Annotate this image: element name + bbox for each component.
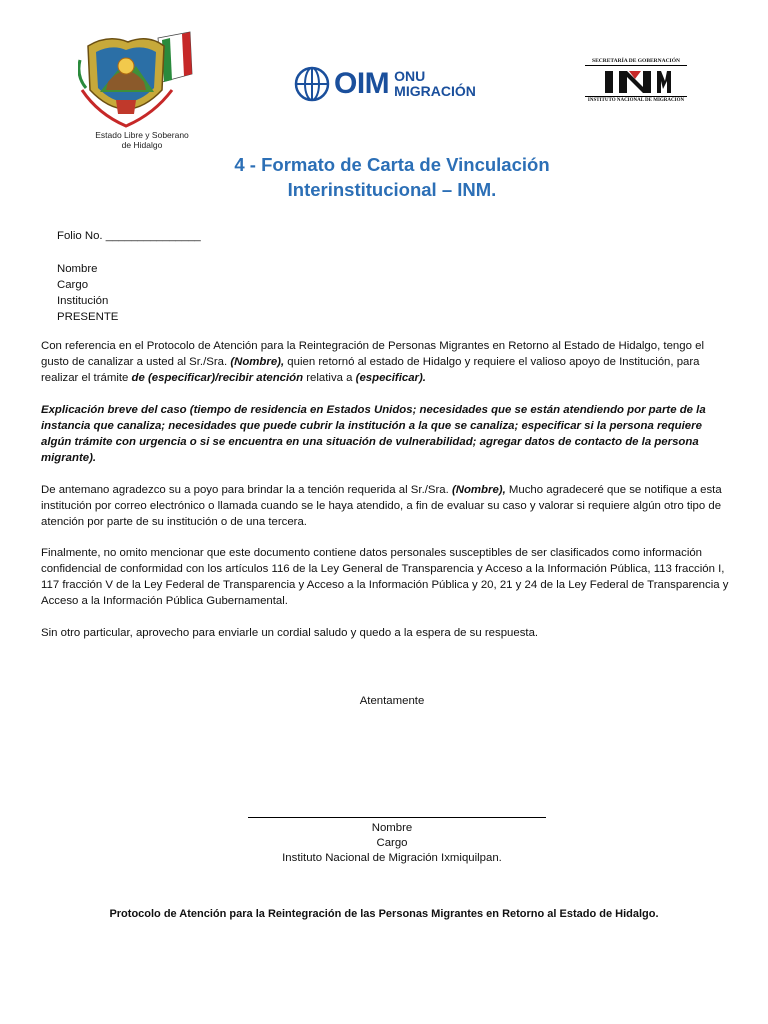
paragraph-gratitude (41, 482, 731, 530)
signer-institution: Instituto Nacional de Migración Ixmiquilpan. (282, 852, 502, 864)
hidalgo-caption-line2: de Hidalgo (121, 140, 163, 150)
inm-mark-icon (601, 67, 671, 95)
inm-top-text: SECRETARÍA DE GOBERNACIÓN (585, 58, 687, 66)
hidalgo-shield-icon (78, 30, 196, 130)
recipient-position: Cargo (57, 279, 89, 291)
inm-mark (585, 66, 687, 96)
hidalgo-caption (72, 130, 212, 150)
p1-procedure-placeholder: de (especificar)/recibir atención (131, 372, 304, 384)
atentamente: Atentamente (359, 695, 425, 707)
paragraph-case-explanation: Explicación breve del caso (tiempo de residencia en Estados Unidos; necesidades que se están atendiendo por parte de la instancia que canaliza; necesidades que puede cubrir la institución a la que se canaliza; especificar si la persona requiere algún trámite con urgencia o si se encuentra en una situación de vulnerabilidad; agregar datos de contacto de la persona migrante). (41, 404, 706, 464)
paragraph-referral (41, 338, 731, 386)
p1-name-placeholder: (Nombre), (230, 356, 285, 368)
oim-subtitle (394, 69, 476, 99)
signer-position: Cargo (376, 837, 408, 849)
oim-sub-line2: MIGRACIÓN (394, 83, 476, 99)
p3-name-placeholder: (Nombre), (451, 484, 506, 496)
hidalgo-caption-line1: Estado Libre y Soberano (95, 130, 189, 140)
inm-bottom-text: INSTITUTO NACIONAL DE MIGRACIÓN (585, 96, 687, 103)
recipient-institution: Institución (57, 295, 109, 307)
p1-text-e: relativa a (303, 372, 356, 384)
p1-specify-placeholder: (especificar). (355, 372, 426, 384)
signature-line (248, 817, 546, 818)
p3-text-a: De antemano agradezco su a poyo para brindar la a tención requerida al Sr./Sra. (41, 484, 452, 496)
p3-text-c: Mucho agradeceré que se notifique a esta institución por correo electrónico o llamada cuando se le haya atendido, a fin de evaluar su caso y valorar si requiere algún otro tipo de atención por parte de su institución o de una tercera. (41, 484, 722, 528)
signature-block (0, 821, 768, 866)
paragraph-closing: Sin otro particular, aprovecho para enviarle un cordial saludo y quedo a la espera de su respuesta. (41, 627, 539, 639)
recipient-block (57, 261, 747, 325)
oim-globe-icon (294, 66, 330, 102)
paragraph-confidentiality: Finalmente, no omito mencionar que este documento contiene datos personales susceptibles de ser clasificados como información confidencial de conformidad con los artículos 116 de la Ley General de Transparencia y Acceso a la Información Pública, 113 fracción I, 117 fracción V de la Ley Federal de Transparencia y Acceso a la Información Pública y 20, 21 y 24 de la Ley Federal de Transparencia y Acceso a la Información Pública Gubernamental. (41, 547, 729, 607)
recipient-name: Nombre (57, 263, 98, 275)
recipient-presente: PRESENTE (57, 311, 119, 323)
oim-wordmark: OIM (334, 67, 390, 100)
p1-text-c: quien retornó al estado de Hidalgo y requiere el valioso apoyo de Institución, para realizar el trámite (41, 356, 700, 384)
oim-sub-line1: ONU (394, 68, 426, 84)
p1-text-a: Con referencia en el Protocolo de Atención para la Reintegración de Personas Migrantes en Retorno al Estado de Hidalgo, tengo el gusto de canalizar a usted al Sr./Sra. (41, 340, 704, 368)
signer-name: Nombre (371, 822, 413, 834)
footer-protocol: Protocolo de Atención para la Reintegración de las Personas Migrantes en Retorno al Estado de Hidalgo. (109, 908, 659, 920)
document-title (0, 152, 768, 202)
folio-line: Folio No. _______________ (57, 230, 201, 242)
oim-logo (294, 64, 476, 104)
title-line2: Interinstitucional – INM. (287, 179, 497, 200)
inm-logo (585, 58, 687, 104)
title-line1: 4 - Formato de Carta de Vinculación (234, 154, 550, 175)
hidalgo-coat-of-arms-logo (72, 30, 200, 152)
